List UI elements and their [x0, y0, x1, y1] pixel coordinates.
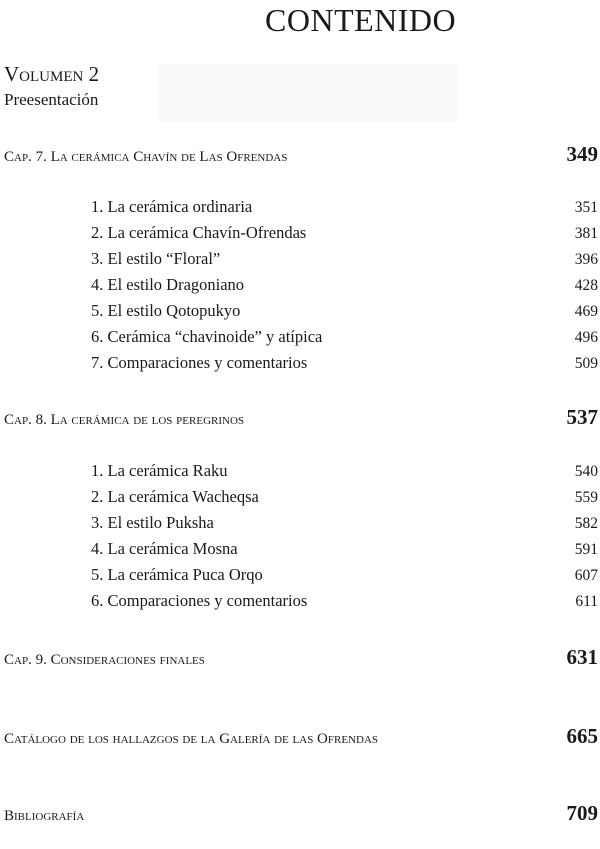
section-label: 1. La cerámica Raku — [91, 461, 228, 480]
toc-chapter-7 — [4, 142, 598, 167]
section-page: 396 — [574, 251, 598, 268]
chapter-label: Cap. 9. Consideraciones finales — [4, 652, 205, 668]
toc-section — [91, 353, 598, 373]
toc-section — [91, 301, 598, 321]
section-label: 6. Cerámica “chavinoide” y atípica — [91, 327, 323, 346]
section-label: 5. La cerámica Puca Orqo — [91, 565, 263, 584]
presentation-entry: Preesentación — [4, 90, 99, 109]
toc-section — [91, 197, 598, 217]
section-label: 2. La cerámica Wacheqsa — [91, 487, 259, 506]
toc-section — [91, 487, 598, 507]
section-label: 3. El estilo Puksha — [91, 513, 214, 532]
section-page: 611 — [575, 593, 598, 610]
page-title: CONTENIDO — [265, 2, 457, 38]
toc-catalog — [4, 724, 598, 749]
toc-chapter-8 — [4, 405, 598, 430]
toc-section — [91, 223, 598, 243]
toc-section — [91, 513, 598, 533]
blank-area — [158, 64, 458, 122]
section-page: 381 — [574, 225, 598, 242]
chapter-label: Bibliografía — [4, 808, 85, 824]
toc-section — [91, 539, 598, 559]
chapter-label: Cap. 8. La cerámica de los peregrinos — [4, 412, 245, 428]
section-page: 428 — [574, 277, 598, 294]
chapter-page: 349 — [566, 142, 598, 166]
section-page: 559 — [574, 489, 598, 506]
section-label: 3. El estilo “Floral” — [91, 249, 221, 268]
section-page: 496 — [574, 329, 598, 346]
chapter-page: 665 — [566, 724, 598, 748]
section-page: 591 — [574, 541, 598, 558]
section-page: 351 — [574, 199, 598, 216]
chapter-label: Catálogo de los hallazgos de la Galería de las Ofrendas — [4, 731, 379, 747]
section-page: 582 — [574, 515, 598, 532]
chapter-page: 537 — [566, 405, 598, 429]
section-label: 4. La cerámica Mosna — [91, 539, 238, 558]
chapter-page: 631 — [566, 645, 598, 669]
section-label: 6. Comparaciones y comentarios — [91, 591, 308, 610]
toc-section — [91, 327, 598, 347]
toc-chapter-9 — [4, 645, 598, 670]
toc-section — [91, 591, 598, 611]
section-page: 607 — [574, 567, 598, 584]
chapter-label: Cap. 7. La cerámica Chavín de Las Ofrendas — [4, 149, 288, 165]
section-page: 540 — [574, 463, 598, 480]
volume-heading: Volumen 2 — [4, 62, 100, 86]
section-label: 5. El estilo Qotopukyo — [91, 301, 241, 320]
section-page: 469 — [574, 303, 598, 320]
toc-section — [91, 565, 598, 585]
toc-section — [91, 461, 598, 481]
section-page: 509 — [574, 355, 598, 372]
chapter-page: 709 — [566, 801, 598, 825]
section-label: 2. La cerámica Chavín-Ofrendas — [91, 223, 307, 242]
section-label: 1. La cerámica ordinaria — [91, 197, 253, 216]
toc-section — [91, 275, 598, 295]
toc-bibliography — [4, 801, 598, 826]
section-label: 7. Comparaciones y comentarios — [91, 353, 308, 372]
toc-section — [91, 249, 598, 269]
section-label: 4. El estilo Dragoniano — [91, 275, 245, 294]
